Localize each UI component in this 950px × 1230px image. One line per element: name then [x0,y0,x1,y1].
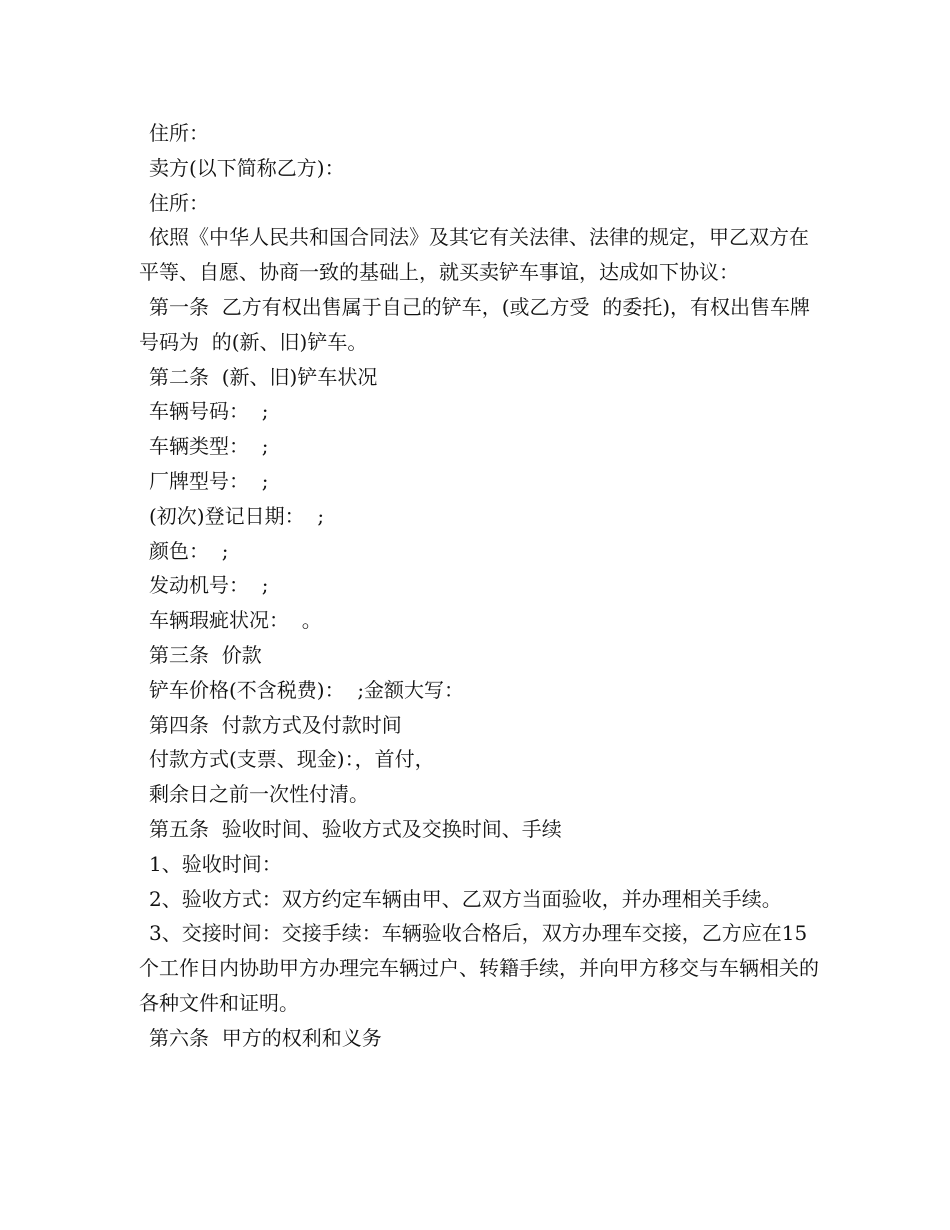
paragraph-seller-address: 住所： [149,190,209,215]
paragraph-article-2-heading: 第二条 (新、旧)铲车状况 [149,364,378,389]
paragraph-defects: 车辆瑕疵状况： 。 [149,608,322,633]
paragraph-engine-number: 发动机号： ; [149,573,269,598]
paragraph-vehicle-type: 车辆类型： ; [149,434,269,459]
paragraph-registration-date: (初次)登记日期： ; [149,503,325,528]
paragraph-article-5-heading: 第五条 验收时间、验收方式及交换时间、手续 [149,816,562,841]
paragraph-vehicle-number: 车辆号码： ; [149,399,269,424]
paragraph-price: 铲车价格(不含税费)： ;金额大写： [149,677,465,702]
paragraph-inspection-time: 1、验收时间： [149,851,282,876]
paragraph-article-4-heading: 第四条 付款方式及付款时间 [149,712,402,737]
paragraph-preamble: 依照《中华人民共和国合同法》及其它有关法律、法律的规定，甲乙双方在平等、自愿、协商一致的基础上，就买卖铲车事谊，达成如下协议： [139,225,809,285]
paragraph-article-1: 第一条 乙方有权出售属于自己的铲车，(或乙方受 的委托)，有权出售车牌号码为 的(新、旧)铲车。 [139,294,811,354]
paragraph-seller-label: 卖方(以下简称乙方)： [149,155,345,180]
paragraph-payment-remaining: 剩余日之前一次性付清。 [149,782,369,807]
paragraph-buyer-address: 住所： [149,121,209,145]
paragraph-brand-model: 厂牌型号： ; [149,468,269,493]
paragraph-color: 颜色： ; [149,538,229,563]
paragraph-handover: 3、交接时间：交接手续：车辆验收合格后，双方办理车交接，乙方应在15个工作日内协助甲方办理完车辆过户、转籍手续，并向甲方移交与车辆相关的各种文件和证明。 [139,921,819,1015]
paragraph-inspection-method: 2、验收方式：双方约定车辆由甲、乙双方当面验收，并办理相关手续。 [149,886,782,911]
paragraph-payment-method: 付款方式(支票、现金)：，首付， [149,747,435,772]
paragraph-article-6-heading: 第六条 甲方的权利和义务 [149,1025,382,1050]
contract-body [139,116,819,1056]
paragraph-article-3-heading: 第三条 价款 [149,642,262,667]
